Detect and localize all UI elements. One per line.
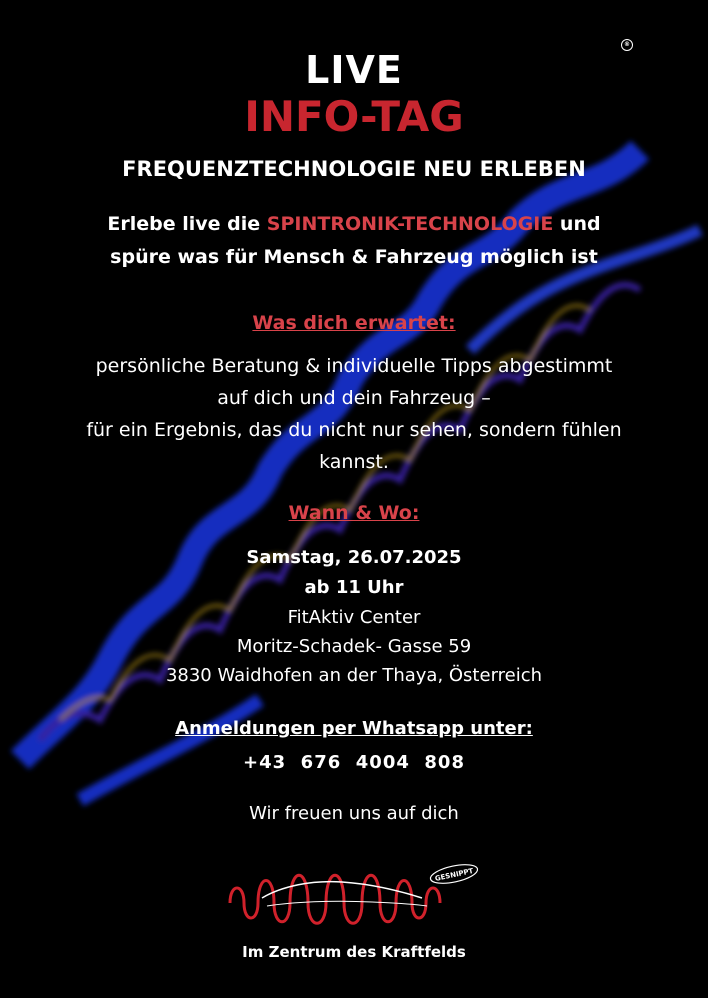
intro-highlight: SPINTRONIK-TECHNOLOGIE bbox=[266, 213, 554, 235]
closing-text: Wir freuen uns auf dich bbox=[249, 803, 459, 824]
car-coil-logo-icon bbox=[222, 858, 487, 938]
venue-name: FitAktiv Center bbox=[287, 607, 421, 628]
expect-line: persönliche Beratung & individuelle Tipps abgestimmt bbox=[95, 355, 613, 377]
expect-heading: Was dich erwartet: bbox=[252, 312, 456, 334]
expect-body bbox=[0, 350, 708, 478]
intro-text bbox=[0, 208, 708, 274]
title-live: LIVE bbox=[305, 48, 403, 92]
venue-street: Moritz-Schadek- Gasse 59 bbox=[236, 636, 472, 657]
when-where-heading: Wann & Wo: bbox=[288, 502, 420, 524]
event-address bbox=[0, 603, 708, 690]
expect-line: kannst. bbox=[319, 451, 389, 473]
event-date: Samstag, 26.07.2025 bbox=[246, 547, 462, 568]
tagline: Im Zentrum des Kraftfelds bbox=[242, 943, 466, 961]
logo-badge-text: GESNIPPT bbox=[434, 867, 475, 883]
event-date-time bbox=[0, 543, 708, 603]
intro-line-2: spüre was für Mensch & Fahrzeug möglich ist bbox=[110, 246, 598, 268]
intro-before: Erlebe live die bbox=[107, 213, 267, 235]
title-info-tag: INFO-TAG bbox=[244, 92, 464, 141]
registered-mark: ® bbox=[621, 39, 633, 51]
intro-after: und bbox=[553, 213, 601, 235]
whatsapp-phone-number[interactable]: +43 676 4004 808 bbox=[243, 752, 465, 773]
event-time: ab 11 Uhr bbox=[304, 577, 404, 598]
expect-line: für ein Ergebnis, das du nicht nur sehen, sondern fühlen bbox=[86, 419, 622, 441]
subtitle: FREQUENZTECHNOLOGIE NEU ERLEBEN bbox=[122, 157, 586, 181]
registration-heading: Anmeldungen per Whatsapp unter: bbox=[175, 718, 533, 739]
venue-city: 3830 Waidhofen an der Thaya, Österreich bbox=[165, 665, 543, 686]
gesnippt-badge bbox=[429, 861, 479, 887]
expect-line: auf dich und dein Fahrzeug – bbox=[217, 387, 491, 409]
